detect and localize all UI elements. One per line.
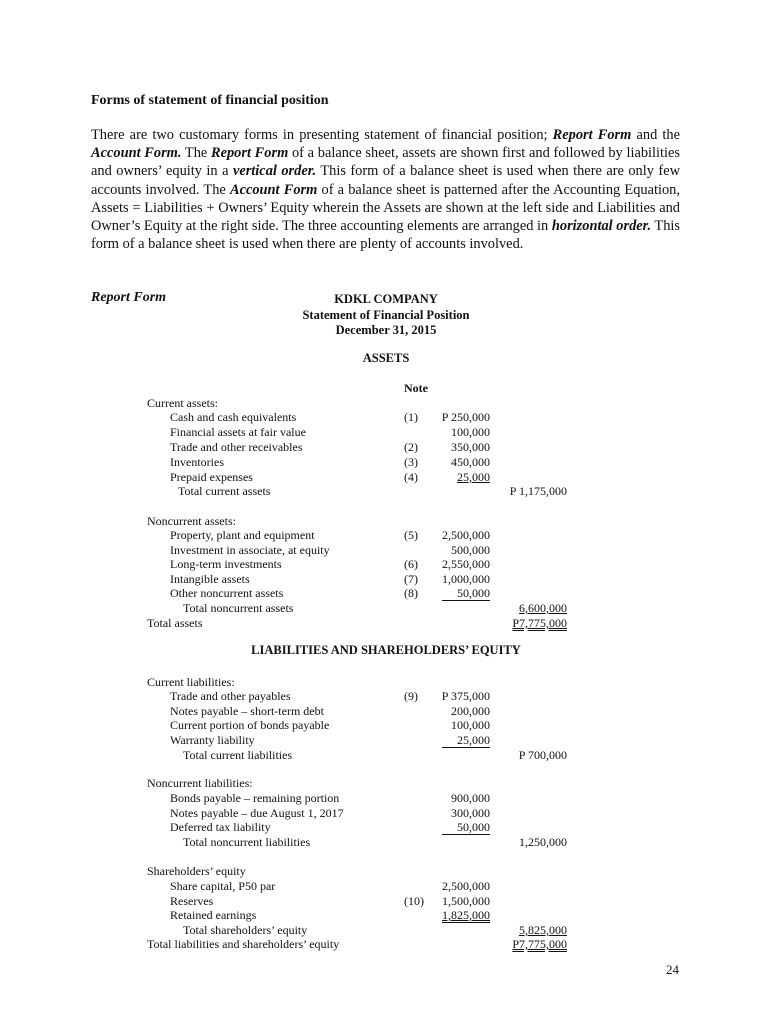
note-header-row (0, 381, 768, 396)
line-amount: 900,000 (451, 791, 490, 805)
table-row (0, 543, 768, 558)
intro-paragraph: There are two customary forms in presenting statement of financial position; Report Form and the Account Form. The Report Form of a balance sheet, assets are shown first and followed by liabilities and owners’ equity in a vertical order. This form of a balance sheet is used when there are only few accounts involved. The Account Form of a balance sheet is patterned after the Accounting Equation, Assets = Liabilities + Owners’ Equity wherein the Assets are shown at the left side and Liabilities and Owner’s Equity at the right side. The three accounting elements are arranged in horizontal order. This form of a balance sheet is used when there are plenty of accounts involved. (91, 127, 681, 253)
total-liabilities-equity-amount: P7,775,000 (512, 937, 567, 951)
table-row (0, 908, 768, 923)
table-row (0, 733, 768, 748)
line-label: Notes payable – short-term debt (170, 704, 324, 718)
total-current-liabilities-amount: P 700,000 (518, 748, 567, 762)
page-number: 24 (666, 962, 679, 977)
line-label: Bonds payable – remaining portion (170, 791, 340, 805)
total-noncurrent-assets-amount: 6,600,000 (519, 601, 567, 615)
table-row (0, 455, 768, 470)
line-label: Share capital, P50 par (170, 879, 276, 893)
line-label: Other noncurrent assets (170, 586, 284, 600)
line-label: Retained earnings (170, 908, 257, 922)
total-equity-label: Total shareholders’ equity (183, 923, 308, 937)
total-liabilities-equity-row (0, 937, 768, 952)
line-note: (10) (404, 894, 424, 908)
line-amount: 50,000 (457, 586, 490, 600)
total-row (0, 484, 768, 499)
total-row (0, 601, 768, 616)
table-row (0, 440, 768, 455)
total-current-assets-label: Total current assets (178, 484, 271, 498)
table-row (0, 806, 768, 821)
line-amount: 2,500,000 (442, 528, 490, 542)
noncurrent-liabilities-label-row (0, 776, 768, 791)
current-assets-label-row (0, 396, 768, 411)
line-label: Current portion of bonds payable (170, 718, 330, 732)
line-label: Investment in associate, at equity (170, 543, 330, 557)
line-amount: 300,000 (451, 806, 490, 820)
total-row (0, 923, 768, 938)
line-label: Inventories (170, 455, 224, 469)
line-note: (2) (404, 440, 418, 454)
table-row (0, 410, 768, 425)
line-label: Reserves (170, 894, 214, 908)
line-amount: 25,000 (457, 470, 490, 484)
table-row (0, 689, 768, 704)
line-amount: 2,500,000 (442, 879, 490, 893)
total-noncurrent-assets-label: Total noncurrent assets (183, 601, 294, 615)
line-label: Cash and cash equivalents (170, 410, 297, 424)
section-heading: Forms of statement of financial position (91, 93, 329, 108)
table-row (0, 704, 768, 719)
noncurrent-liabilities-label: Noncurrent liabilities: (147, 776, 253, 790)
total-current-assets-amount: P 1,175,000 (509, 484, 567, 498)
table-row (0, 572, 768, 587)
line-note: (7) (404, 572, 418, 586)
line-amount: 350,000 (451, 440, 490, 454)
line-amount: 1,000,000 (442, 572, 490, 586)
line-amount: 500,000 (451, 543, 490, 557)
line-amount: 25,000 (457, 733, 490, 747)
total-row (0, 748, 768, 763)
line-amount: 50,000 (457, 820, 490, 834)
table-row (0, 879, 768, 894)
table-row (0, 528, 768, 543)
total-row (0, 835, 768, 850)
current-assets-label: Current assets: (147, 396, 218, 410)
total-current-liabilities-label: Total current liabilities (183, 748, 293, 762)
line-note: (4) (404, 470, 418, 484)
line-note: (6) (404, 557, 418, 571)
line-amount: 100,000 (451, 425, 490, 439)
line-note: (8) (404, 586, 418, 600)
report-form-label: Report Form (91, 290, 167, 305)
line-label: Deferred tax liability (170, 820, 271, 834)
statement-date: December 31, 2015 (335, 323, 437, 337)
line-label: Prepaid expenses (170, 470, 253, 484)
noncurrent-assets-label-row (0, 514, 768, 529)
liabilities-equity-header: LIABILITIES AND SHAREHOLDERS’ EQUITY (251, 643, 521, 657)
table-row (0, 470, 768, 485)
total-noncurrent-liabilities-label: Total noncurrent liabilities (183, 835, 311, 849)
noncurrent-assets-label: Noncurrent assets: (147, 514, 236, 528)
line-amount: 200,000 (451, 704, 490, 718)
current-liabilities-label: Current liabilities: (147, 675, 235, 689)
statement-title: Statement of Financial Position (302, 308, 470, 322)
line-amount: 1,825,000 (442, 908, 490, 922)
note-header: Note (404, 381, 428, 395)
line-note: (3) (404, 455, 418, 469)
line-amount: 2,550,000 (442, 557, 490, 571)
line-note: (1) (404, 410, 418, 424)
line-label: Notes payable – due August 1, 2017 (170, 806, 344, 820)
total-noncurrent-liabilities-amount: 1,250,000 (519, 835, 567, 849)
line-label: Trade and other payables (170, 689, 291, 703)
line-label: Financial assets at fair value (170, 425, 306, 439)
line-amount: 450,000 (451, 455, 490, 469)
line-note: (9) (404, 689, 418, 703)
equity-label-row (0, 864, 768, 879)
table-row (0, 894, 768, 909)
line-label: Intangible assets (170, 572, 250, 586)
line-label: Warranty liability (170, 733, 255, 747)
line-label: Trade and other receivables (170, 440, 303, 454)
equity-label: Shareholders’ equity (147, 864, 246, 878)
total-assets-amount: P7,775,000 (512, 616, 567, 630)
total-equity-amount: 5,825,000 (519, 923, 567, 937)
total-liabilities-equity-label: Total liabilities and shareholders’ equity (147, 937, 340, 951)
line-label: Long-term investments (170, 557, 282, 571)
table-row (0, 820, 768, 835)
line-note: (5) (404, 528, 418, 542)
total-assets-row (0, 616, 768, 631)
current-liabilities-label-row (0, 675, 768, 690)
table-row (0, 425, 768, 440)
line-amount: P 250,000 (441, 410, 490, 424)
line-amount: 1,500,000 (442, 894, 490, 908)
table-row (0, 791, 768, 806)
line-label: Property, plant and equipment (170, 528, 315, 542)
total-assets-label: Total assets (147, 616, 203, 630)
assets-header: ASSETS (362, 351, 410, 365)
table-row (0, 586, 768, 601)
table-row (0, 718, 768, 733)
company-name: KDKL COMPANY (334, 292, 438, 306)
line-amount: 100,000 (451, 718, 490, 732)
line-amount: P 375,000 (441, 689, 490, 703)
table-row (0, 557, 768, 572)
